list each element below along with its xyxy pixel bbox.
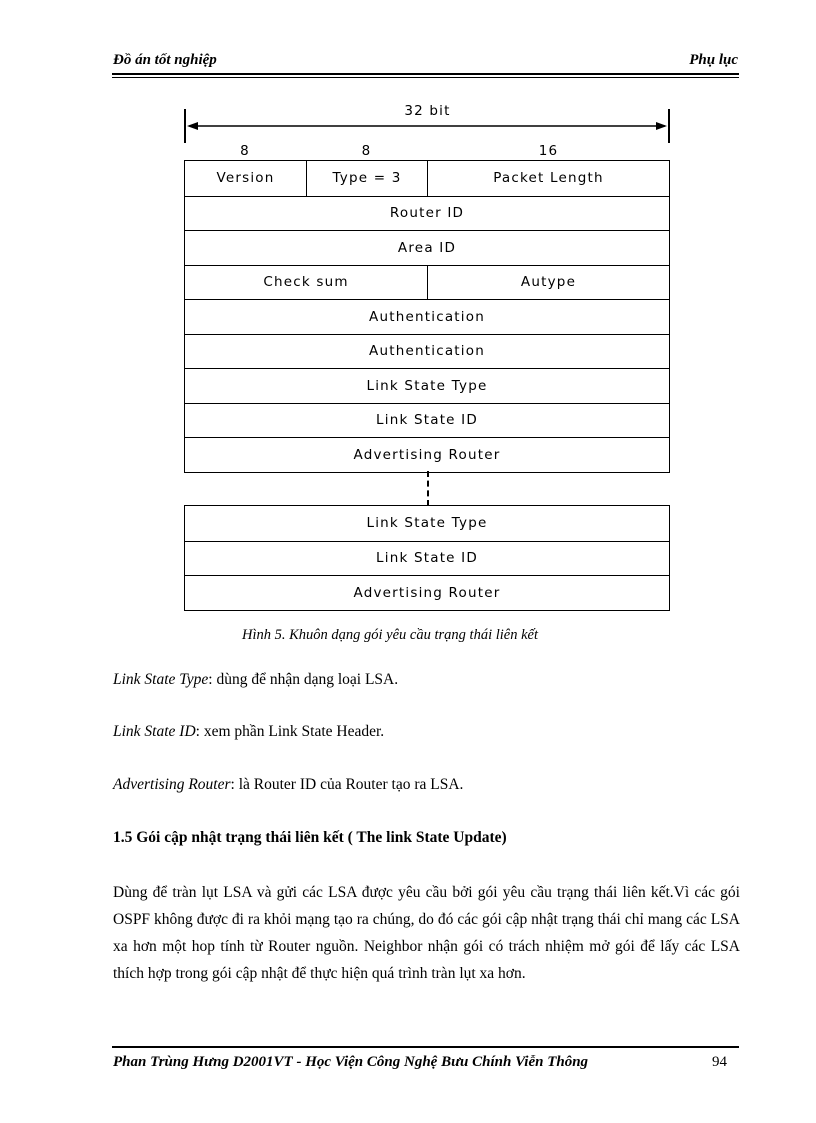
figure-caption: Hình 5. Khuôn dạng gói yêu cầu trạng thái liên kết: [241, 627, 538, 643]
table-row: [185, 575, 669, 610]
field-link-state-id: Link State ID: [376, 412, 478, 429]
definition-link-state-type: [113, 671, 398, 689]
field-authentication-1: Authentication: [369, 308, 485, 325]
definition-link-state-id: [113, 723, 384, 741]
header-rule: [112, 73, 739, 75]
footer-rule: [112, 1046, 739, 1048]
definition-term: Advertising Router: [113, 776, 231, 793]
header-rule-thin: [112, 77, 739, 78]
width-label-8a: 8: [240, 143, 250, 159]
table-row: [185, 403, 669, 438]
field-autype: Autype: [427, 266, 669, 300]
page-number: 94: [712, 1054, 727, 1070]
body-paragraph: Dùng để tràn lụt LSA và gửi các LSA được yêu cầu bởi gói yêu cầu trạng thái liên kết.Vì các gói OSPF không được đi ra khỏi mạng tạo ra chúng, do đó các gói cập nhật trạng thái chỉ mang các LSA xa hơn một hop tính từ Router nguồn. Neighbor nhận gói có trách nhiệm mở gói để lấy các LSA thích hợp trong gói cập nhật để thực hiện quá trình tràn lụt xa hơn.: [113, 884, 740, 982]
table-row: [185, 334, 669, 369]
table-row: [185, 368, 669, 403]
definition-term: Link State Type: [113, 671, 209, 688]
width-label-16: 16: [538, 143, 559, 159]
table-row: [185, 437, 669, 472]
field-type: Type = 3: [306, 161, 427, 196]
table-row: [185, 161, 669, 196]
definition-term: Link State ID: [113, 723, 196, 740]
table-row: [185, 506, 669, 541]
table-row: [185, 265, 669, 300]
width-label-8b: 8: [361, 143, 372, 159]
table-row: [185, 541, 669, 576]
packet-format-table: [184, 160, 670, 473]
definition-text: : xem phần Link State Header.: [195, 723, 385, 740]
field-packet-length: Packet Length: [427, 161, 669, 196]
field-advertising-router: Advertising Router: [353, 446, 501, 463]
definition-text: : dùng để nhận dạng loại LSA.: [208, 671, 399, 688]
section-heading: 1.5 Gói cập nhật trạng thái liên kết ( The link State Update): [113, 829, 507, 846]
field-link-state-id-n: Link State ID: [376, 550, 478, 567]
bit-width-label: 32 bit: [404, 103, 451, 119]
header-title: Đồ án tốt nghiệp: [113, 52, 217, 68]
field-link-state-type-n: Link State Type: [366, 515, 488, 532]
table-row: [185, 230, 669, 265]
field-area-id: Area ID: [397, 239, 457, 256]
field-link-state-type: Link State Type: [366, 377, 488, 394]
table-row: [185, 196, 669, 231]
bit-span-arrow: [183, 107, 673, 147]
field-authentication-2: Authentication: [369, 343, 485, 360]
footer-author: Phan Trùng Hưng D2001VT - Học Viện Công Nghệ Bưu Chính Viễn Thông: [113, 1054, 589, 1070]
definition-text: : là Router ID của Router tạo ra LSA.: [230, 776, 464, 793]
continuation-dashes: [427, 471, 429, 506]
header-section: Phụ lục: [689, 52, 738, 68]
definition-advertising-router: [113, 776, 463, 794]
field-version: Version: [216, 170, 275, 187]
field-advertising-router-n: Advertising Router: [353, 584, 501, 601]
field-router-id: Router ID: [389, 205, 465, 222]
table-row: [185, 299, 669, 334]
field-checksum: Check sum: [263, 274, 349, 291]
packet-format-table-continued: [184, 505, 670, 611]
